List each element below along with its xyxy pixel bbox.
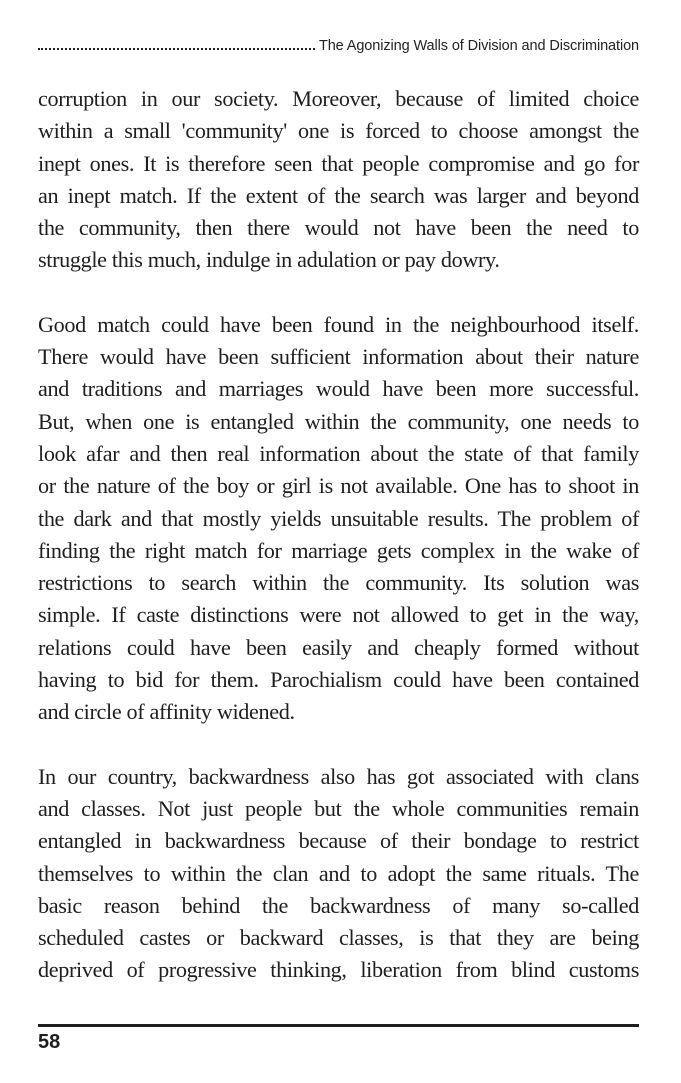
text-line: entangled in backwardness because of their bondage to restrict xyxy=(38,828,639,854)
text-line: basic reason behind the backwardness of many so-called xyxy=(38,892,639,918)
text-line: finding the right match for marriage gets complex in the wake of xyxy=(38,537,639,563)
text-line: But, when one is entangled within the community, one needs to xyxy=(38,408,639,434)
text-line: restrictions to search within the community. Its solution was xyxy=(38,570,639,596)
text-line: the dark and that mostly yields unsuitable results. The problem of xyxy=(38,505,639,531)
text-line: themselves to within the clan and to adopt the same rituals. The xyxy=(38,860,639,886)
text-line: simple. If caste distinctions were not allowed to get in the way, xyxy=(38,602,639,628)
text-line: having to bid for them. Parochialism could have been contained xyxy=(38,667,639,693)
text-line: inept ones. It is therefore seen that people compromise and go for xyxy=(38,150,639,176)
text-line: the community, then there would not have been the need to xyxy=(38,215,639,241)
text-line: or the nature of the boy or girl is not available. One has to shoot in xyxy=(38,473,639,499)
text-line: relations could have been easily and cheaply formed without xyxy=(38,634,639,660)
paragraph-1 xyxy=(38,83,639,277)
header-dotted-leader xyxy=(38,48,315,50)
text-line: There would have been sufficient information about their nature xyxy=(38,344,639,370)
text-line: struggle this much, indulge in adulation or pay dowry. xyxy=(38,247,500,273)
text-line: look afar and then real information about the state of that family xyxy=(38,440,639,466)
paragraph-3 xyxy=(38,761,639,987)
body-text xyxy=(38,83,639,1019)
text-line: Good match could have been found in the neighbourhood itself. xyxy=(38,311,639,337)
text-line: corruption in our society. Moreover, because of limited choice xyxy=(38,86,639,111)
text-line: and circle of affinity widened. xyxy=(38,699,295,725)
running-header xyxy=(38,34,639,54)
footer-rule xyxy=(38,1024,639,1027)
text-line: In our country, backwardness also has got associated with clans xyxy=(38,763,639,789)
text-line: and traditions and marriages would have been more successful. xyxy=(38,376,639,402)
text-line: an inept match. If the extent of the search was larger and beyond xyxy=(38,182,639,208)
page-number: 58 xyxy=(38,1031,61,1053)
running-title: The Agonizing Walls of Division and Discrimination xyxy=(318,38,639,54)
text-line: within a small 'community' one is forced to choose amongst the xyxy=(38,118,639,144)
text-line: scheduled castes or backward classes, is that they are being xyxy=(38,925,639,951)
text-line: deprived of progressive thinking, liberation from blind customs xyxy=(38,957,639,983)
text-line: and classes. Not just people but the whole communities remain xyxy=(38,795,639,821)
paragraph-2 xyxy=(38,309,639,729)
